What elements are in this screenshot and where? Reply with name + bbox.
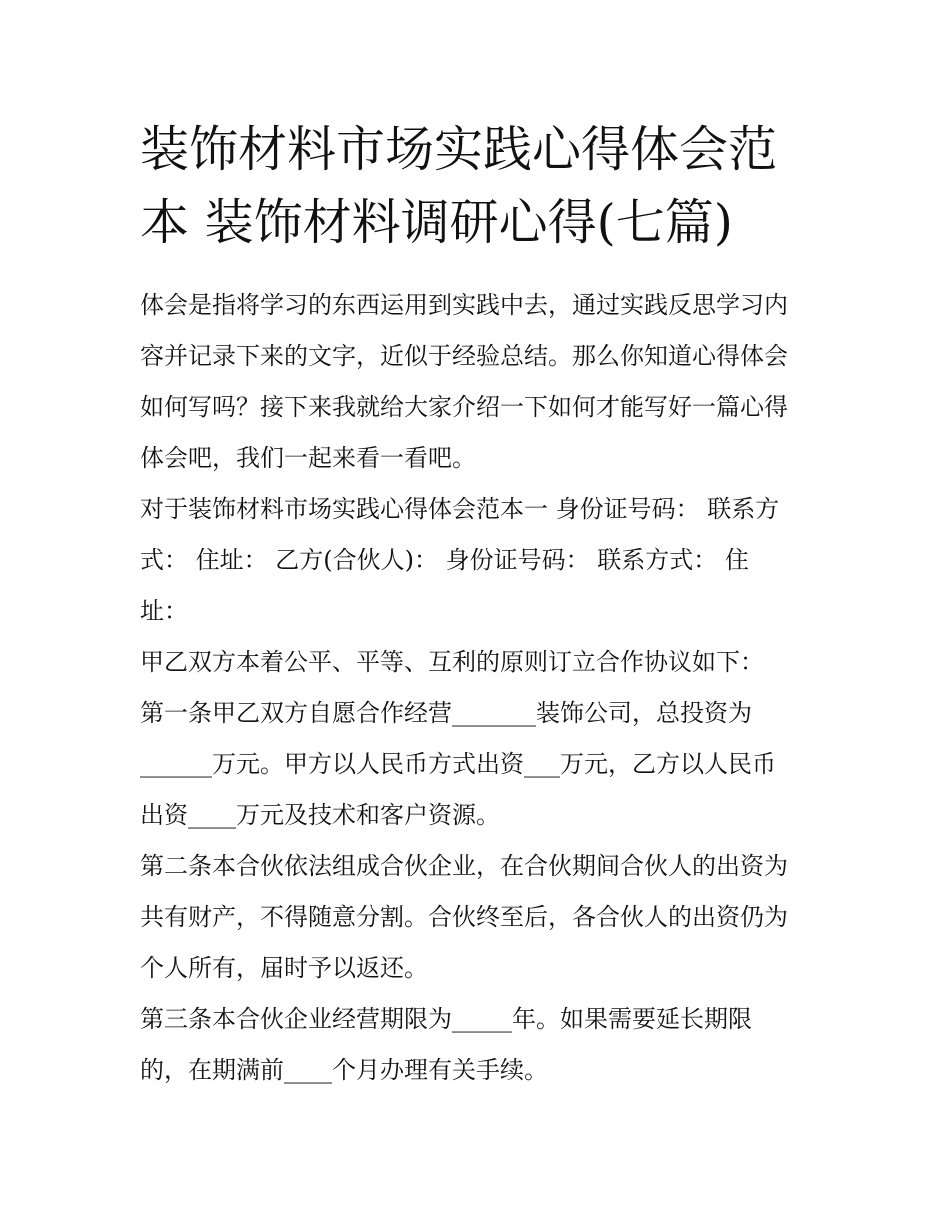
paragraph-article-3	[140, 994, 820, 1096]
text-line: 式： 住址： 乙方(合伙人)： 身份证号码： 联系方式： 住	[140, 546, 749, 574]
text-line: 对于装饰材料市场实践心得体会范本一 身份证号码： 联系方	[140, 495, 780, 523]
text-line: 的，在期满前____个月办理有关手续。	[140, 1056, 548, 1084]
text-line: ______万元。甲方以人民币方式出资___万元，乙方以人民币	[140, 750, 776, 778]
text-line: 共有财产，不得随意分割。合伙终至后，各合伙人的出资仍为	[140, 903, 788, 931]
paragraph-article-2	[140, 841, 820, 994]
text-line: 体会吧，我们一起来看一看吧。	[140, 444, 476, 472]
document-body	[140, 280, 820, 1096]
text-line: 第一条甲乙双方自愿合作经营_______装饰公司，总投资为	[140, 699, 752, 727]
text-line: 第三条本合伙企业经营期限为_____年。如果需要延长期限	[140, 1005, 752, 1033]
document-title	[140, 113, 820, 259]
text-line: 如何写吗？接下来我就给大家介绍一下如何才能写好一篇心得	[140, 393, 788, 421]
paragraph-intro	[140, 280, 820, 484]
text-line: 容并记录下来的文字，近似于经验总结。那么你知道心得体会	[140, 342, 788, 370]
text-line: 个人所有，届时予以返还。	[140, 954, 428, 982]
text-line: 出资____万元及技术和客户资源。	[140, 801, 500, 829]
title-line: 装饰材料市场实践心得体会范	[140, 121, 778, 178]
paragraph-principle	[140, 637, 820, 688]
title-line: 本 装饰材料调研心得(七篇)	[140, 194, 733, 251]
text-line: 址：	[140, 597, 188, 625]
text-line: 体会是指将学习的东西运用到实践中去，通过实践反思学习内	[140, 291, 788, 319]
text-line: 甲乙双方本着公平、平等、互利的原则订立合作协议如下：	[140, 648, 764, 676]
text-line: 第二条本合伙依法组成合伙企业，在合伙期间合伙人的出资为	[140, 852, 788, 880]
paragraph-parties	[140, 484, 820, 637]
paragraph-article-1	[140, 688, 820, 841]
